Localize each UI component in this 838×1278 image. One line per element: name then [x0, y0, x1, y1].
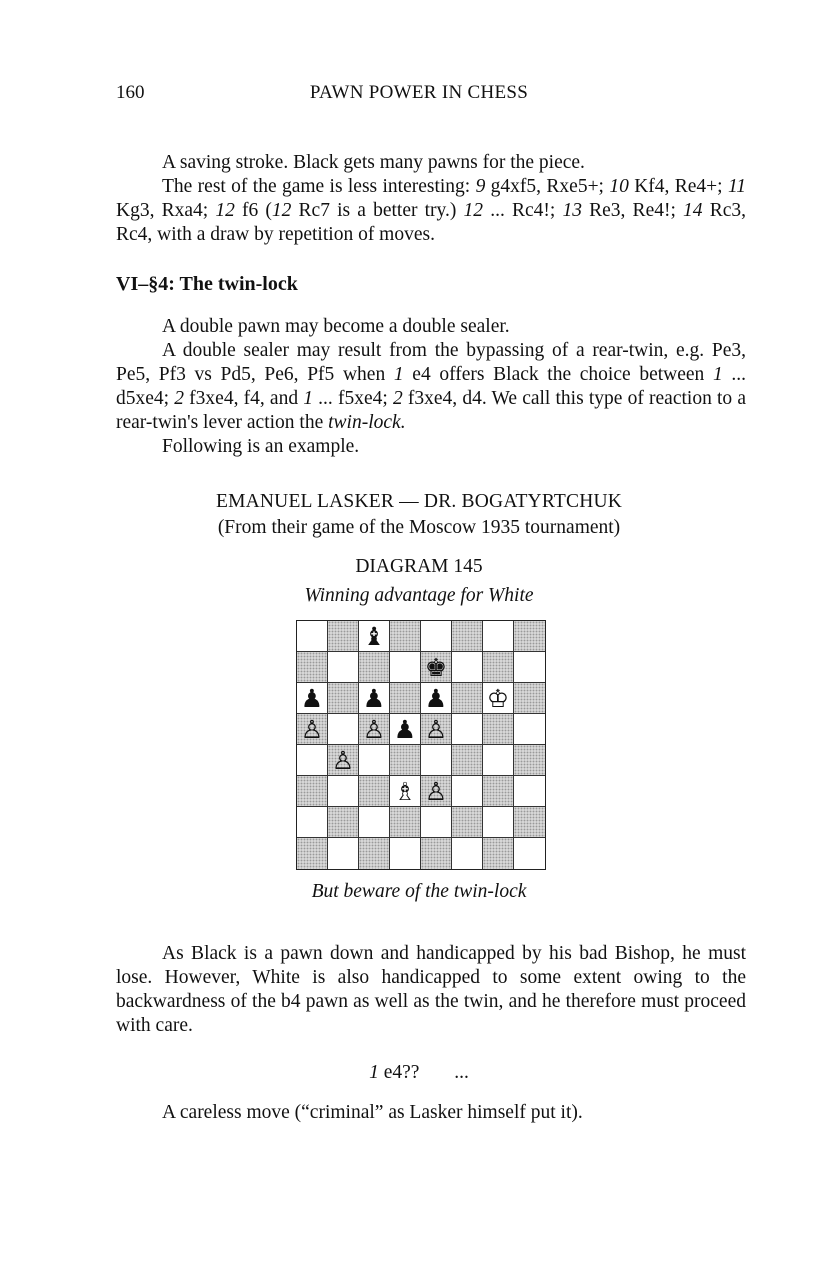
board-square	[514, 838, 545, 869]
board-square	[297, 683, 328, 714]
board-square	[297, 776, 328, 807]
board-square	[359, 621, 390, 652]
board-square	[483, 652, 514, 683]
board-square	[421, 745, 452, 776]
board-square	[421, 714, 452, 745]
board-square	[328, 683, 359, 714]
board-square	[514, 807, 545, 838]
board-square	[483, 807, 514, 838]
board-square	[390, 683, 421, 714]
chess-board	[296, 620, 546, 870]
board-square	[390, 652, 421, 683]
board-square	[421, 838, 452, 869]
board-square	[452, 652, 483, 683]
move-white: e4??	[383, 1062, 420, 1083]
board-square	[514, 621, 545, 652]
board-square	[421, 652, 452, 683]
diagram-below-caption: But beware of the twin-lock	[311, 881, 527, 902]
page-number: 160	[116, 82, 145, 103]
italic-text: 2	[392, 388, 403, 409]
board-square	[421, 776, 452, 807]
board-square	[359, 838, 390, 869]
game-source: (From their game of the Moscow 1935 tournament)	[217, 517, 621, 538]
paragraph: A double sealer may result from the bypassing of a rear-twin, e.g. Pe3, Pe5, Pf3 vs Pd5, Pe6, Pf5 when 1 e4 offers Black the choice between 1 ... d5xe4; 2 f3xe4, f4, and 1 ... f5xe4; 2 f3xe4, d4. We call this type of reaction to a rear-twin's lever action the twin-lock.	[116, 340, 746, 433]
italic-text: 13	[562, 200, 582, 221]
board-square	[328, 776, 359, 807]
italic-text: twin-lock.	[328, 412, 406, 433]
italic-text: 1	[303, 388, 313, 409]
board-square	[421, 621, 452, 652]
paragraph: A saving stroke. Black gets many pawns for the piece.	[162, 152, 585, 173]
board-square	[483, 621, 514, 652]
board-square	[359, 776, 390, 807]
board-square	[359, 807, 390, 838]
board-square	[390, 807, 421, 838]
board-square	[359, 683, 390, 714]
board-square	[452, 683, 483, 714]
board-square	[328, 745, 359, 776]
board-square	[452, 807, 483, 838]
board-square	[483, 776, 514, 807]
board-square	[483, 838, 514, 869]
white-pawn-icon: ♙	[331, 745, 355, 775]
board-square	[328, 714, 359, 745]
running-header	[0, 82, 838, 106]
board-square	[452, 776, 483, 807]
section-heading: VI–§4: The twin-lock	[116, 273, 298, 295]
board-square	[390, 745, 421, 776]
board-square	[421, 807, 452, 838]
board-square	[452, 745, 483, 776]
black-king-icon: ♚	[424, 652, 448, 682]
black-bishop-icon: ♝	[362, 621, 386, 651]
board-square	[297, 621, 328, 652]
board-square	[514, 652, 545, 683]
italic-text: 9	[475, 176, 486, 197]
italic-text: 14	[683, 200, 703, 221]
board-square	[328, 807, 359, 838]
board-square	[359, 745, 390, 776]
italic-text: 10	[609, 176, 629, 197]
paragraph: A careless move (“criminal” as Lasker himself put it).	[162, 1102, 583, 1123]
intro-text	[116, 151, 746, 247]
paragraph: The rest of the game is less interesting: 9 g4xf5, Rxe5+; 10 Kf4, Re4+; 11 Kg3, Rxa4; 12 f6 (12 Rc7 is a better try.) 12 ... Rc4!; 13 Re3, Re4!; 14 Rc3, Rc4, with a draw by repetition of moves.	[116, 176, 746, 245]
white-pawn-icon: ♙	[300, 714, 324, 744]
section-text	[116, 315, 746, 459]
black-pawn-icon: ♟	[300, 683, 324, 713]
board-square	[452, 621, 483, 652]
diagram-title: DIAGRAM 145	[355, 556, 483, 577]
game-players: EMANUEL LASKER — DR. BOGATYRTCHUK	[215, 491, 623, 512]
board-square	[514, 714, 545, 745]
board-square	[390, 714, 421, 745]
board-square	[297, 652, 328, 683]
black-pawn-icon: ♟	[393, 714, 417, 744]
white-pawn-icon: ♙	[424, 776, 448, 806]
board-square	[359, 652, 390, 683]
move-line	[0, 1060, 838, 1086]
board-square	[483, 745, 514, 776]
paragraph: As Black is a pawn down and handicapped by his bad Bishop, he must lose. However, White is also handicapped to some extent owing to the backwardness of the b4 pawn as well as the twin, and he therefore must proceed with care.	[116, 943, 746, 1036]
board-square	[452, 714, 483, 745]
italic-text: 12	[215, 200, 235, 221]
board-square	[297, 807, 328, 838]
board-square	[514, 745, 545, 776]
running-title: PAWN POWER IN CHESS	[309, 82, 529, 103]
board-square	[421, 683, 452, 714]
italic-text: 11	[727, 176, 746, 197]
board-square	[390, 838, 421, 869]
black-pawn-icon: ♟	[362, 683, 386, 713]
white-pawn-icon: ♙	[362, 714, 386, 744]
move-number: 1	[369, 1062, 379, 1083]
italic-text: 1	[712, 364, 723, 385]
italic-text: 2	[174, 388, 184, 409]
board-square	[328, 838, 359, 869]
board-square	[452, 838, 483, 869]
white-bishop-icon: ♗	[393, 776, 417, 806]
board-square	[359, 714, 390, 745]
italic-text: 1	[393, 364, 404, 385]
board-square	[390, 776, 421, 807]
italic-text: 12	[271, 200, 292, 221]
move-black: ...	[454, 1062, 469, 1083]
board-square	[297, 745, 328, 776]
board-square	[483, 683, 514, 714]
board-square	[514, 683, 545, 714]
black-pawn-icon: ♟	[424, 683, 448, 713]
paragraph: Following is an example.	[162, 436, 360, 457]
italic-text: 12	[463, 200, 484, 221]
analysis-text	[116, 942, 746, 1038]
board-square	[390, 621, 421, 652]
board-square	[297, 838, 328, 869]
diagram-caption: Winning advantage for White	[304, 585, 534, 606]
board-square	[483, 714, 514, 745]
paragraph: A double pawn may become a double sealer.	[162, 316, 510, 337]
white-pawn-icon: ♙	[424, 714, 448, 744]
white-king-icon: ♔	[486, 683, 510, 713]
board-square	[297, 714, 328, 745]
board-square	[328, 621, 359, 652]
board-square	[328, 652, 359, 683]
board-square	[514, 776, 545, 807]
final-text	[116, 1101, 746, 1125]
